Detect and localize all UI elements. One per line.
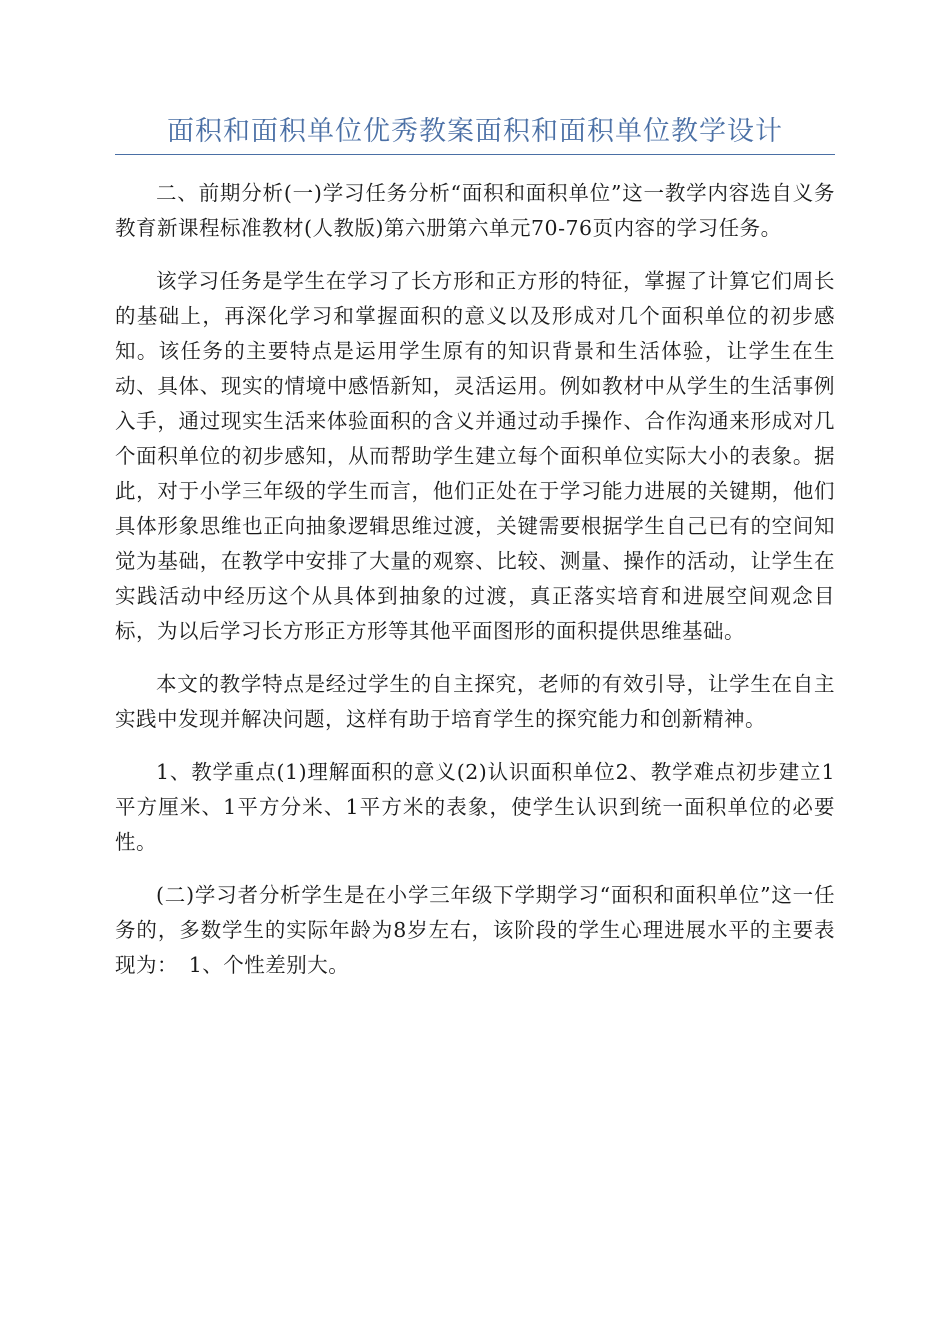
title-underline xyxy=(115,154,835,155)
paragraph-teaching-features: 本文的教学特点是经过学生的自主探究，老师的有效引导，让学生在自主实践中发现并解决问题，这样有助于培育学生的探究能力和创新精神。 xyxy=(115,672,835,731)
paragraph-learner-analysis: (二)学习者分析学生是在小学三年级下学期学习“面积和面积单位”这一任务的，多数学生的实际年龄为8岁左右，该阶段的学生心理进展水平的主要表现为： 1、个性差别大。 xyxy=(115,883,835,977)
page-title: 面积和面积单位优秀教案面积和面积单位教学设计 xyxy=(167,116,783,147)
document-body xyxy=(115,176,835,1001)
paragraph-task-analysis: 二、前期分析(一)学习任务分析“面积和面积单位”这一教学内容选自义务教育新课程标准教材(人教版)第六册第六单元70-76页内容的学习任务。 xyxy=(115,181,835,240)
paragraph-task-features: 该学习任务是学生在学习了长方形和正方形的特征，掌握了计算它们周长的基础上，再深化学习和掌握面积的意义以及形成对几个面积单位的初步感知。该任务的主要特点是运用学生原有的知识背景和生活体验，让学生在生动、具体、现实的情境中感悟新知，灵活运用。例如教材中从学生的生活事例入手，通过现实生活来体验面积的含义并通过动手操作、合作沟通来形成对几个面积单位的初步感知，从而帮助学生建立每个面积单位实际大小的表象。据此，对于小学三年级的学生而言，他们正处在于学习能力进展的关键期，他们具体形象思维也正向抽象逻辑思维过渡，关键需要根据学生自己已有的空间知觉为基础，在教学中安排了大量的观察、比较、测量、操作的活动，让学生在实践活动中经历这个从具体到抽象的过渡，真正落实培育和进展空间观念目标，为以后学习长方形正方形等其他平面图形的面积提供思维基础。 xyxy=(115,269,835,643)
paragraph-key-points: 1、教学重点(1)理解面积的意义(2)认识面积单位2、教学难点初步建立1平方厘米、1平方分米、1平方米的表象，使学生认识到统一面积单位的必要性。 xyxy=(115,760,835,854)
